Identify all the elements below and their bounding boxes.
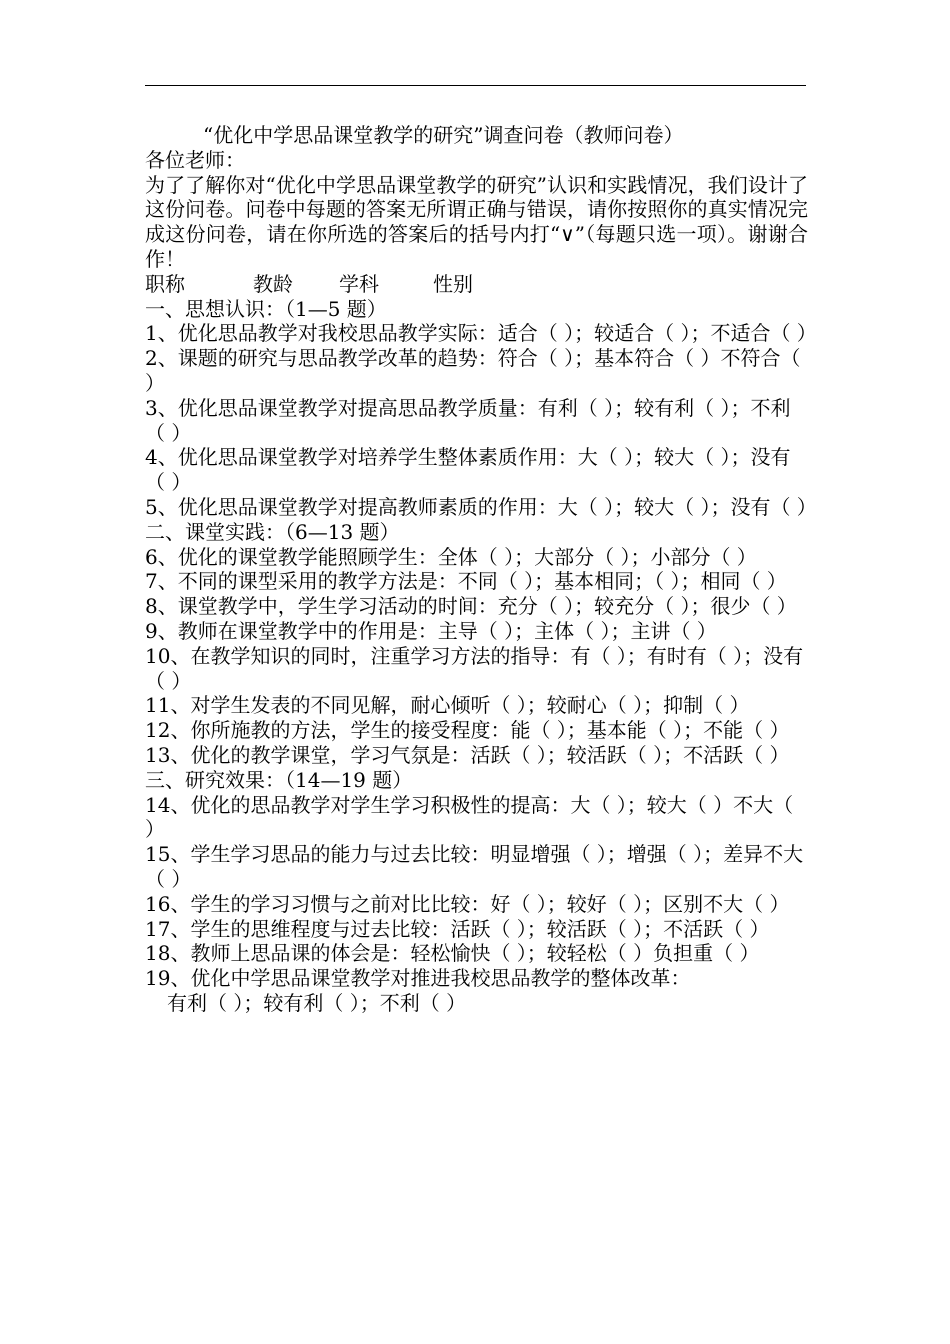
- questionnaire-document: [145, 123, 817, 1016]
- question-item: 2、课题的研究与思品教学改革的趋势：符合（ ）；基本符合（ ）不符合（ ）: [145, 346, 801, 395]
- respondent-fields: [145, 272, 808, 297]
- question-item: 5、优化思品课堂教学对提高教师素质的作用：大（ ）；较大（ ）；没有（ ）: [145, 494, 817, 519]
- section-heading: 三、研究效果：（14—19 题）: [145, 767, 413, 792]
- question-item: 7、不同的课型采用的教学方法是：不同（ ）；基本相同；（ ）；相同（ ）: [145, 569, 787, 594]
- document-title: “优化中学思品课堂教学的研究”调查问卷（教师问卷）: [203, 123, 684, 147]
- field-gender: 性别: [433, 271, 473, 296]
- question-item: 17、学生的思维程度与过去比较：活跃（ ）；较活跃（ ）；不活跃（ ）: [145, 916, 770, 941]
- question-item: 13、优化的教学课堂，学习气氛是：活跃（ ）；较活跃（ ）；不活跃（ ）: [145, 742, 790, 767]
- question-item: 16、学生的学习习惯与之前对比比较：好（ ）；较好（ ）；区别不大（ ）: [145, 891, 790, 916]
- section-heading: 一、思想认识：（1—5 题）: [145, 296, 387, 321]
- question-item: 14、优化的思品教学对学生学习积极性的提高：大（ ）；较大（ ）不大（ ）: [145, 792, 794, 842]
- question-item: 18、教师上思品课的体会是：轻松愉快（ ）；较轻松（ ）负担重（ ）: [145, 941, 760, 966]
- question-item: 19、优化中学思品课堂教学对推进我校思品教学的整体改革：: [145, 966, 691, 991]
- question-item: 8、课堂教学中，学生学习活动的时间：充分（ ）；较充分（ ）；很少（ ）: [145, 594, 797, 619]
- question-item: 10、在教学知识的同时，注重学习方法的指导：有（ ）；有时有（ ）；没有（ ）: [145, 643, 804, 693]
- header-rule: [145, 85, 806, 86]
- question-item: 11、对学生发表的不同见解，耐心倾听（ ）；较耐心（ ）；抑制（ ）: [145, 693, 750, 718]
- greeting: 各位老师：: [145, 147, 245, 172]
- question-item: 9、教师在课堂教学中的作用是：主导（ ）；主体（ ）；主讲（ ）: [145, 618, 717, 643]
- question-options: 有利（ ）；较有利（ ）；不利（ ）: [167, 990, 467, 1015]
- question-item: 6、优化的课堂教学能照顾学生：全体（ ）；大部分（ ）；小部分（ ）: [145, 544, 757, 569]
- field-title: 职称: [145, 271, 185, 296]
- intro-paragraph: 为了了解你对“优化中学思品课堂教学的研究”认识和实践情况，我们设计了这份问卷。问卷中每题的答案无所谓正确与错误，请你按照你的真实情况完成这份问卷，请在你所选的答案后的括号内打“∨”（每题只选一项）。谢谢合作！: [145, 172, 808, 271]
- question-item: 3、优化思品课堂教学对提高思品教学质量：有利（ ）；较有利（ ）；不利（ ）: [145, 395, 791, 445]
- question-item: 12、你所施教的方法，学生的接受程度：能（ ）；基本能（ ）；不能（ ）: [145, 718, 790, 743]
- field-teaching-years: 教龄: [253, 271, 293, 296]
- question-item: 15、学生学习思品的能力与过去比较：明显增强（ ）；增强（ ）；差异不大（ ）: [145, 842, 804, 891]
- question-item: 4、优化思品课堂教学对培养学生整体素质作用：大（ ）；较大（ ）；没有（ ）: [145, 445, 791, 495]
- section-heading: 二、课堂实践：（6—13 题）: [145, 519, 400, 544]
- question-item: 1、优化思品教学对我校思品教学实际：适合（ ）；较适合（ ）；不适合（ ）: [145, 321, 817, 346]
- field-subject: 学科: [339, 271, 379, 296]
